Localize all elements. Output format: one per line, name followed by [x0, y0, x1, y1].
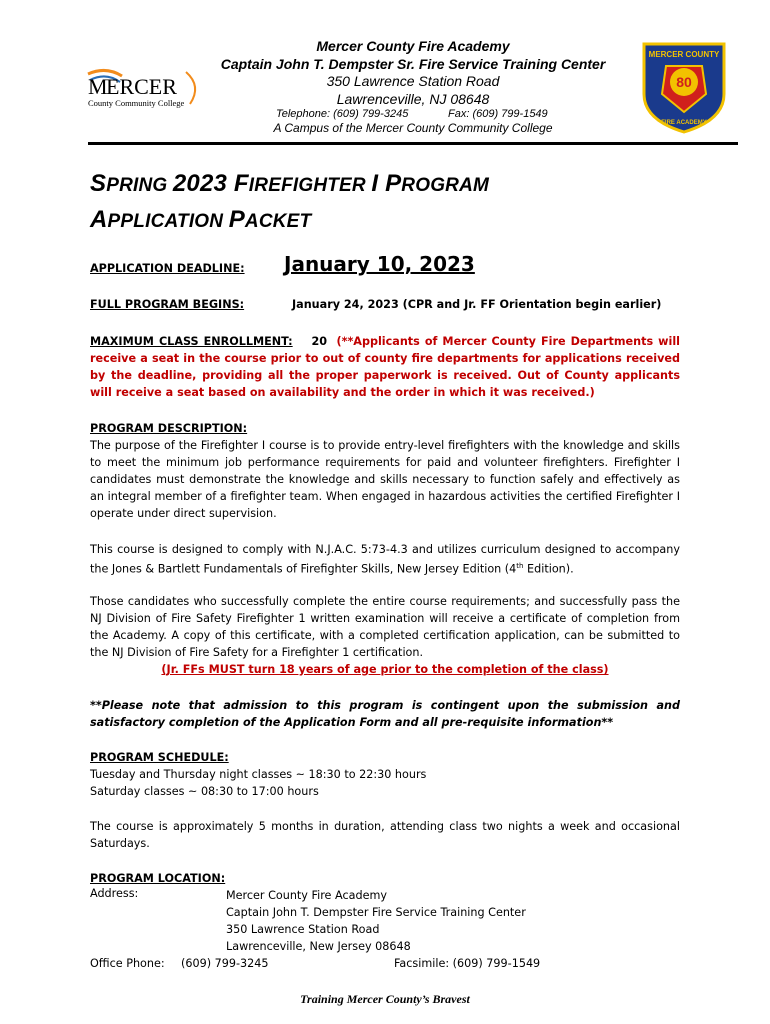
header-academy: Mercer County Fire Academy: [316, 38, 510, 54]
header-street: 350 Lawrence Station Road: [326, 73, 500, 89]
office-phone-label: Office Phone:: [90, 957, 165, 970]
logo-letter: M: [88, 74, 108, 99]
description-label: PROGRAM DESCRIPTION:: [90, 422, 248, 435]
schedule-weeknights: Tuesday and Thursday night classes ~ 18:30 to 22:30 hours: [90, 768, 427, 781]
college-logo: [86, 64, 206, 114]
description-block: [90, 420, 680, 522]
deadline-label: APPLICATION DEADLINE:: [90, 262, 245, 275]
description-paragraph-2: This course is designed to comply with N.J.A.C. 5:73-4.3 and utilizes curriculum designed to accompany the Jones & Bartlett Fundamentals of Firefighter Skills, New Jersey Edition (4th Edition).: [90, 543, 680, 576]
address-block: [226, 887, 526, 955]
description-paragraph-3: Those candidates who successfully complete the entire course requirements; and successfully pass the NJ Division of Fire Safety Firefighter 1 written examination will receive a certificate of completion from the Academy. A copy of this certificate, with a completed certification application, can be submitted to the NJ Division of Fire Safety for a Firefighter 1 certification.: [90, 595, 680, 659]
admission-note: **Please note that admission to this program is contingent upon the submission and satisfactory completion of the Application Form and all pre-requisite information**: [90, 699, 680, 729]
begins-label: FULL PROGRAM BEGINS:: [90, 298, 245, 311]
address-line-2: Captain John T. Dempster Fire Service Training Center: [226, 906, 526, 919]
header-city: Lawrenceville, NJ 08648: [336, 91, 490, 107]
schedule-saturday: Saturday classes ~ 08:30 to 17:00 hours: [90, 785, 319, 798]
address-label: Address:: [90, 887, 139, 900]
schedule-label: PROGRAM SCHEDULE:: [90, 751, 229, 764]
facsimile: Facsimile: (609) 799-1549: [394, 957, 541, 970]
description-paragraph-1: The purpose of the Firefighter I course is to provide entry-level firefighters with the knowledge and skills to meet the minimum job performance requirements for paid and volunteer firefighters. Firefighter I candidates must demonstrate the knowledge and skills necessary to function safely and effectively as an integral member of a firefighter team. When engaged in hazardous activities the certified Firefighter I operate under direct supervision.: [90, 439, 680, 520]
office-phone: (609) 799-3245: [181, 957, 269, 970]
address-line-3: 350 Lawrence Station Road: [226, 923, 380, 936]
enrollment-block: [90, 333, 680, 401]
header-center: Captain John T. Dempster Sr. Fire Service Training Center: [220, 56, 606, 72]
logo-name: ERCER: [106, 74, 177, 99]
badge-top-text: MERCER COUNTY: [648, 50, 720, 59]
address-line-4: Lawrenceville, New Jersey 08648: [226, 940, 411, 953]
jr-ff-note: (Jr. FFs MUST turn 18 years of age prior to the completion of the class): [161, 663, 609, 676]
fire-academy-badge: [636, 36, 732, 136]
header-telephone: Telephone: (609) 799-3245: [276, 108, 409, 120]
begins-value: January 24, 2023 (CPR and Jr. FF Orientation begin earlier): [292, 298, 662, 311]
badge-number: 80: [676, 74, 692, 90]
header-campus: A Campus of the Mercer County Community College: [273, 121, 553, 135]
program-title: SPRING 2023 FIREFIGHTER I PROGRAM: [90, 170, 490, 197]
packet-title: APPLICATION PACKET: [90, 206, 312, 233]
deadline-value: January 10, 2023: [284, 252, 475, 276]
address-line-1: Mercer County Fire Academy: [226, 889, 387, 902]
schedule-duration: The course is approximately 5 months in duration, attending class two nights a week and occasional Saturdays.: [90, 820, 680, 850]
location-label: PROGRAM LOCATION:: [90, 872, 226, 885]
logo-subtitle: County Community College: [88, 98, 185, 108]
footer-motto: Training Mercer County’s Bravest: [300, 992, 470, 1006]
enrollment-label: MAXIMUM CLASS ENROLLMENT:: [90, 335, 293, 348]
schedule-block: [90, 749, 680, 800]
header-divider: [88, 142, 738, 145]
enrollment-note: (**Applicants of Mercer County Fire Departments will receive a seat in the course prior to out of county fire departments for applications received by the deadline, providing all the proper paperwork is received. Out of County applicants will receive a seat based on availability and the order in which it was received.): [90, 335, 680, 399]
badge-bottom-text: FIRE ACADEMY: [661, 120, 707, 126]
header-fax: Fax: (609) 799-1549: [448, 108, 548, 120]
enrollment-count: 20: [311, 335, 328, 348]
